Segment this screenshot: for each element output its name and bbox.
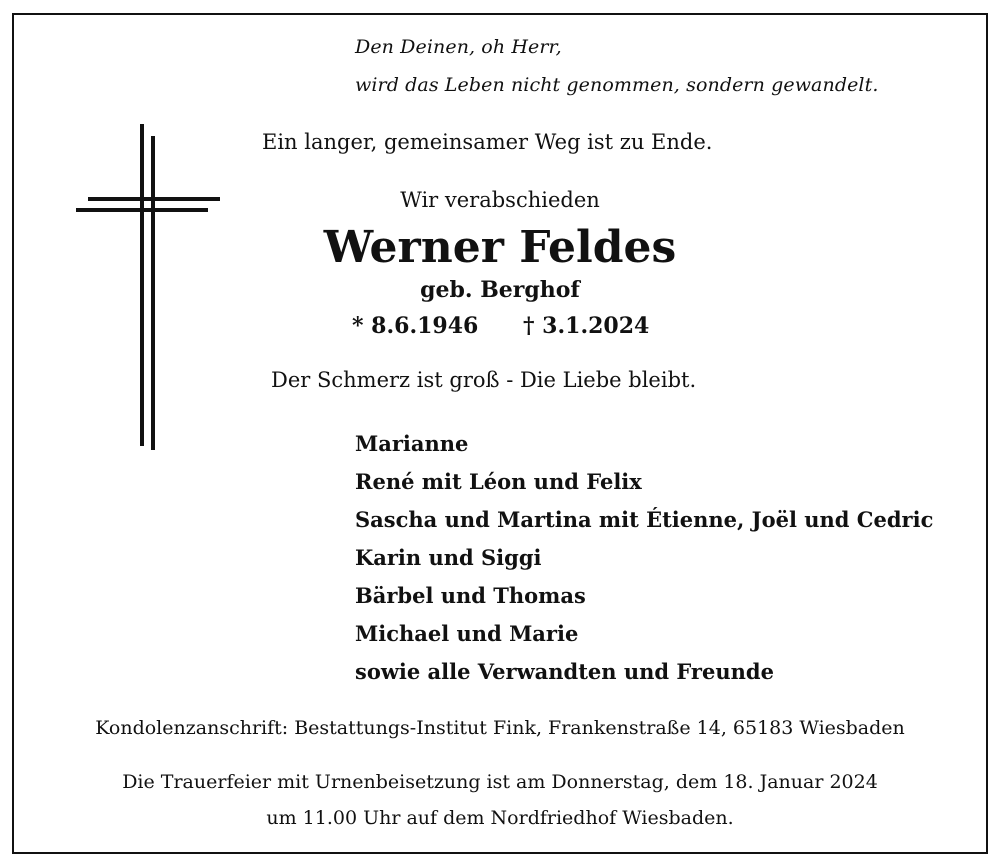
deceased-name: Werner Feldes xyxy=(323,222,677,273)
quote-text: Der Schmerz ist groß - Die Liebe bleibt. xyxy=(271,368,697,392)
birth-name: geb. Berghof xyxy=(420,277,580,303)
mourner-line: René mit Léon und Felix xyxy=(355,469,642,494)
cross-vertical-bar-right xyxy=(151,136,155,450)
mourner-line: Bärbel und Thomas xyxy=(355,583,586,608)
cross-vertical-bar-left xyxy=(140,124,144,446)
mourner-line: Michael und Marie xyxy=(355,621,579,646)
condolence-address: Kondolenzanschrift: Bestattungs-Institut Fink, Frankenstraße 14, 65183 Wiesbaden xyxy=(95,717,905,739)
cross-icon xyxy=(76,124,220,450)
cross-horizontal-bar-top xyxy=(88,197,220,201)
service-line-2: um 11.00 Uhr auf dem Nordfriedhof Wiesbaden. xyxy=(266,807,734,829)
birth-date: * 8.6.1946 xyxy=(352,313,479,339)
farewell-text: Wir verabschieden xyxy=(400,188,600,212)
mourner-line: Sascha und Martina mit Étienne, Joël und Cedric xyxy=(355,507,934,532)
motto-line-1: Den Deinen, oh Herr, xyxy=(355,36,562,58)
motto-line-2: wird das Leben nicht genommen, sondern gewandelt. xyxy=(355,74,879,96)
mourner-line: sowie alle Verwandten und Freunde xyxy=(355,659,774,684)
intro-text: Ein langer, gemeinsamer Weg ist zu Ende. xyxy=(262,130,713,154)
death-date: † 3.1.2024 xyxy=(523,313,650,339)
service-line-1: Die Trauerfeier mit Urnenbeisetzung ist am Donnerstag, dem 18. Januar 2024 xyxy=(122,771,878,793)
cross-horizontal-bar-bottom xyxy=(76,208,208,212)
mourner-line: Marianne xyxy=(355,431,469,456)
mourner-line: Karin und Siggi xyxy=(355,545,542,570)
